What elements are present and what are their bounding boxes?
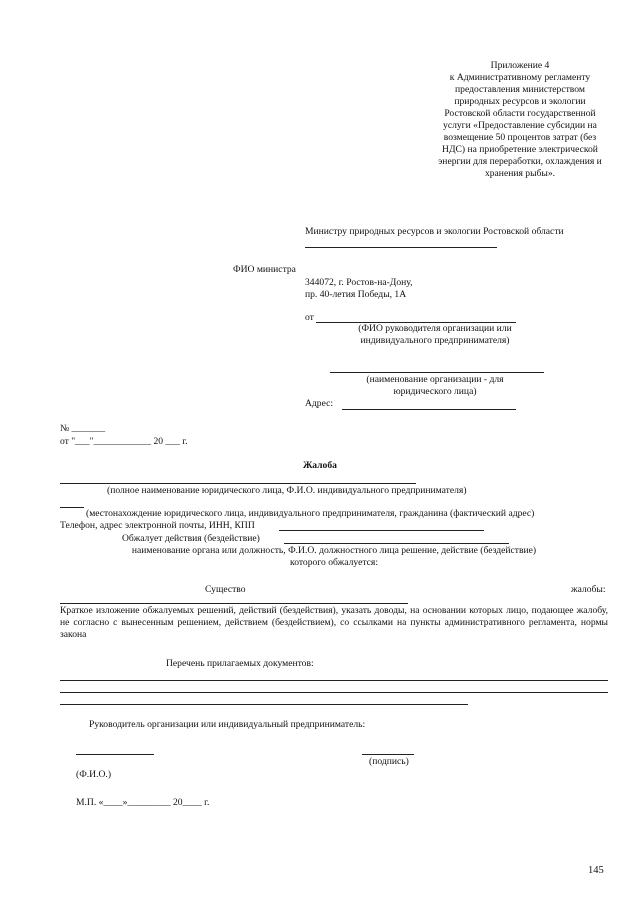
appendix-line: природных ресурсов и экологии bbox=[454, 96, 586, 107]
head-caption: (ФИО руководителя организации или bbox=[358, 323, 512, 334]
blank-line bbox=[60, 680, 608, 681]
blank-line bbox=[60, 507, 84, 508]
name-caption: (полное наименование юридического лица, Ф.И.О. индивидуального предпринимателя) bbox=[107, 485, 467, 496]
appendix-line: Ростовской области государственной bbox=[444, 108, 596, 119]
complaint-word: жалобы: bbox=[571, 584, 606, 595]
org-caption: юридического лица) bbox=[393, 386, 477, 397]
complaint-summary: Краткое изложение обжалуемых решений, действий (бездействия), указать доводы, на основании которых лицо, подающее жалобу, не согласно с вынесенным решением, действием (бездействием), со ссылками на пункты административного регламента, нормы закона bbox=[60, 605, 608, 641]
stamp-date: М.П. «____»_________ 20____ г. bbox=[76, 797, 210, 808]
minister-heading: Министру природных ресурсов и экологии Ростовской области bbox=[305, 226, 564, 237]
registration-date: от "___"____________ 20 ___ г. bbox=[60, 436, 188, 447]
appendix-line: хранения рыбы». bbox=[484, 168, 556, 179]
signature-caption: (подпись) bbox=[369, 756, 409, 767]
documents-label: Перечень прилагаемых документов: bbox=[166, 658, 314, 669]
blank-line bbox=[342, 409, 516, 410]
appendix-line: Приложение 4 bbox=[490, 60, 550, 71]
address-label: Адрес: bbox=[305, 398, 334, 409]
blank-line bbox=[60, 603, 408, 604]
head-caption: индивидуального предпринимателя) bbox=[360, 335, 510, 346]
blank-line bbox=[60, 704, 468, 705]
contacts-label: Телефон, адрес электронной почты, ИНН, КПП bbox=[60, 520, 255, 531]
blank-line bbox=[284, 543, 509, 544]
address-line: 344072, г. Ростов-на-Дону, bbox=[305, 277, 413, 288]
appendix-line: услуги «Предоставление субсидии на bbox=[443, 120, 597, 131]
signature-blank-line bbox=[362, 754, 414, 755]
from-label: от bbox=[305, 312, 314, 323]
location-caption: (местонахождение юридического лица, индивидуального предпринимателя, гражданина (фактический адрес) bbox=[86, 508, 535, 519]
appealed-label: Обжалует действия (бездействие) bbox=[122, 533, 260, 544]
fio-blank-line bbox=[76, 754, 154, 755]
appendix-line: НДС) на приобретение электрической bbox=[442, 144, 598, 155]
appealed-caption: которого обжалуется: bbox=[290, 557, 378, 568]
appendix-line: возмещение 50 процентов затрат (без bbox=[443, 132, 597, 143]
minister-fio-label: ФИО министра bbox=[233, 264, 296, 275]
org-caption: (наименование организации - для bbox=[366, 374, 504, 385]
address-line: пр. 40-летия Победы, 1А bbox=[305, 289, 407, 300]
head-signature-label: Руководитель организации или индивидуальный предприниматель: bbox=[89, 719, 366, 730]
complaint-title: Жалоба bbox=[303, 460, 337, 471]
appealed-caption: наименование органа или должность, Ф.И.О. должностного лица решение, действие (бездействие) bbox=[131, 545, 537, 556]
appendix-line: предоставления министерством bbox=[455, 84, 585, 95]
fio-caption: (Ф.И.О.) bbox=[76, 769, 112, 780]
blank-line bbox=[60, 483, 416, 484]
essence-word: Существо bbox=[205, 584, 246, 595]
blank-line bbox=[330, 372, 544, 373]
appendix-line: энергии для переработки, охлаждения и bbox=[438, 156, 602, 167]
page-number: 145 bbox=[588, 865, 604, 876]
appendix-line: к Административному регламенту bbox=[449, 72, 591, 83]
blank-line bbox=[60, 692, 608, 693]
blank-line bbox=[305, 247, 497, 248]
registration-number: № _______ bbox=[60, 423, 106, 434]
blank-line bbox=[279, 530, 484, 531]
